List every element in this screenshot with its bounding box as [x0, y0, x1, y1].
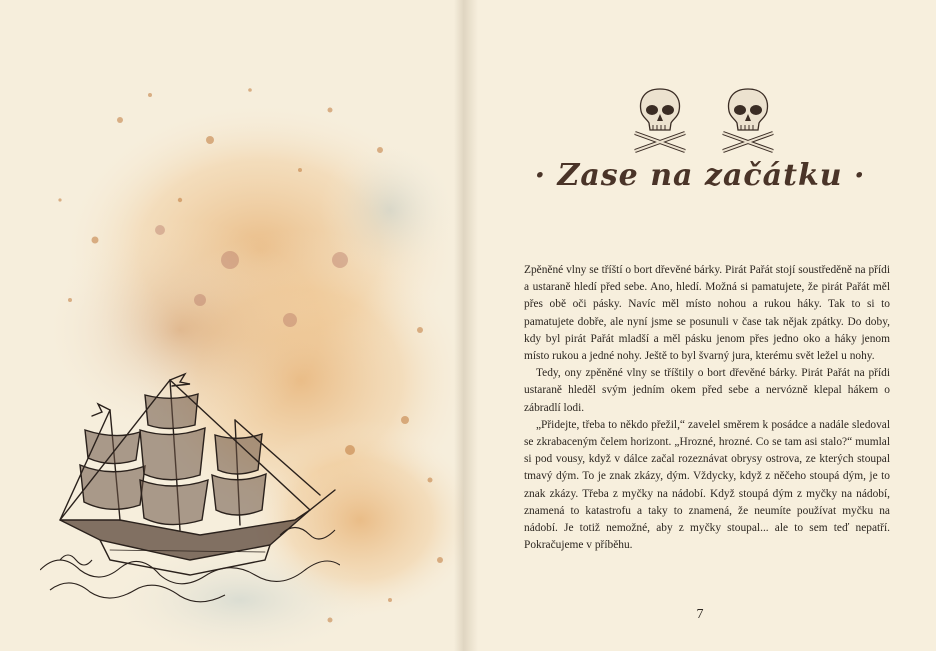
skull-crossbones-icon	[717, 85, 779, 153]
paragraph: „Přidejte, třeba to někdo přežil,“ zavelel směrem k posádce a nadále sledoval se zkrabaceným čelem horizont. „Hrozné, hrozné. Co se tam asi stalo?“ mumlal si pod vousy, když v dálce začal rozeznávat obrysy ostrova, ze kterých stoupal tmavý dým. To je znak zkázy, dým. Vždycky, když z něčeho stoupá dým, je to znak zkázy. Třeba z myčky na nádobí. Když stoupá dým z myčky na nádobí, znamená to katastrofu a taky to znamená, že neumíte používat myčku na nádobí. Je totiž nemožné, aby z myčky stoupal... ale to sem teď nepatří. Pokračujeme v příběhu.	[524, 418, 890, 552]
paragraph: Tedy, ony zpěněné vlny se tříštily o bort dřevěné bárky. Pirát Pařát na přídi ustaraně hleděl svým jedním okem před sebe a nervózně klepal hákem o zábradlí lodi.	[524, 367, 890, 414]
chapter-title: · Zase na začátku ·	[534, 158, 866, 193]
paragraph: Zpěněné vlny se tříští o bort dřevěné bárky. Pirát Pařát stojí soustředěně na přídi a ustaraně hledí před sebe. Ano, hledí. Možná si pamatujete, že pirát Pařát měl přes obě oči pásky. Navíc měl místo nohou a rukou háky. Tak to si to pamatujete dobře, ale nyní jsme se posunuli v čase tak nějak zpátky. Do doby, kdy byl pirát Pařát mladší a měl pásku jenom přes jedno oko a háky jenom místo rukou a jedné nohy. Ještě to byl švarný jura, kterému svět ležel u nohy.	[524, 264, 890, 363]
skull-ornament	[629, 85, 779, 155]
text-page	[464, 0, 936, 651]
pirate-ship-illustration	[40, 370, 340, 610]
page-number: 7	[696, 607, 704, 622]
chapter-body	[524, 262, 890, 554]
illustration-page	[0, 0, 464, 651]
skull-crossbones-icon	[629, 85, 691, 153]
